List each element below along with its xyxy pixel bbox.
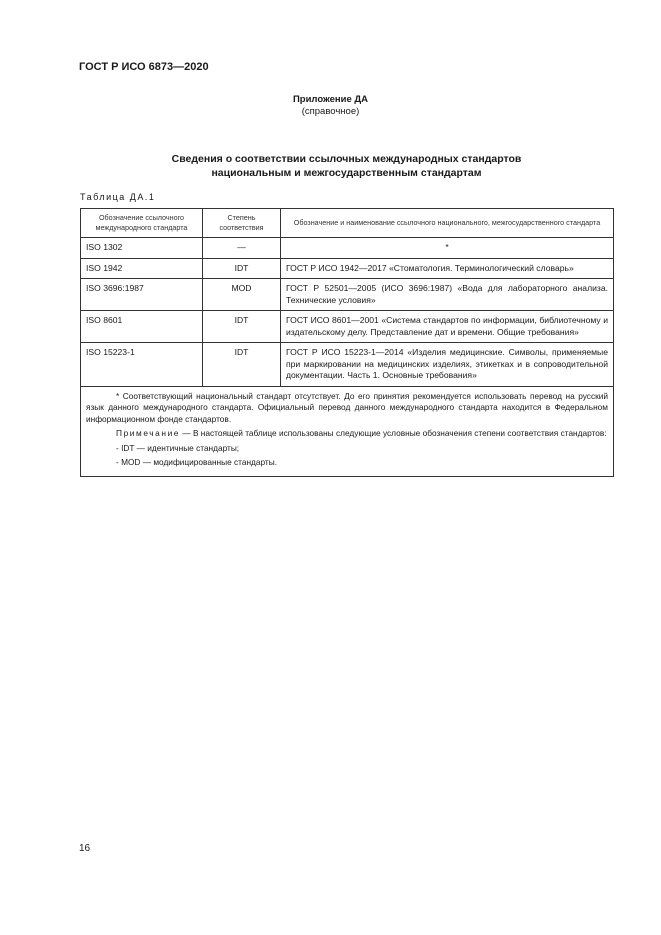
table-row — [81, 279, 614, 311]
cell-name: * — [281, 238, 614, 259]
section-heading — [80, 152, 613, 180]
cell-code: ISO 8601 — [81, 311, 203, 343]
table-row — [81, 343, 614, 387]
cell-code: ISO 1302 — [81, 238, 203, 259]
cell-code: ISO 15223-1 — [81, 343, 203, 387]
column-header-name: Обозначение и наименование ссылочного национального, межгосударственного стандарта — [281, 209, 614, 238]
document-header: ГОСТ Р ИСО 6873—2020 — [79, 61, 209, 73]
footnote-text: * Соответствующий национальный стандарт отсутствует. До его принятия рекомендуется использовать перевод на русский язык данного международного стандарта. Официальный перевод данного международного стандарта находится в Федеральном информационном фонде стандартов. — [86, 390, 608, 424]
correspondence-table — [80, 208, 614, 477]
annex-subtitle: (справочное) — [301, 106, 360, 117]
column-header-degree: Степень соответствия — [203, 209, 281, 238]
legend-item-mod: - MOD — модифицированные стандарты. — [116, 457, 278, 467]
table-footnote-row — [81, 386, 614, 476]
table-footnote-cell — [81, 386, 614, 476]
cell-name: ГОСТ Р ИСО 1942—2017 «Стоматология. Терминологический словарь» — [281, 258, 614, 279]
cell-name: ГОСТ Р ИСО 15223-1—2014 «Изделия медицинские. Символы, применяемые при маркировании на медицинских изделиях, этикетках и в сопроводительной документации. Часть 1. Основные требования» — [281, 343, 614, 387]
section-heading-line2: национальным и межгосударственным стандартам — [211, 167, 482, 179]
cell-degree: — — [203, 238, 281, 259]
section-heading-line1: Сведения о соответствии ссылочных международных стандартов — [171, 153, 522, 165]
cell-name: ГОСТ ИСО 8601—2001 «Система стандартов по информации, библиотечному и издательскому делу. Представление дат и времени. Общие требования» — [281, 311, 614, 343]
cell-code: ISO 3696:1987 — [81, 279, 203, 311]
cell-degree: MOD — [203, 279, 281, 311]
table-row — [81, 238, 614, 259]
note-text: — В настоящей таблице использованы следующие условные обозначения степени соответствия стандартов: — [180, 428, 607, 438]
cell-degree: IDT — [203, 258, 281, 279]
annex-block — [0, 94, 661, 118]
cell-name: ГОСТ Р 52501—2005 (ИСО 3696:1987) «Вода для лабораторного анализа. Технические условия» — [281, 279, 614, 311]
cell-code: ISO 1942 — [81, 258, 203, 279]
note-label: Примечание — [116, 428, 181, 438]
page-number: 16 — [79, 843, 91, 854]
cell-degree: IDT — [203, 311, 281, 343]
table-header-row — [81, 209, 614, 238]
annex-title: Приложение ДА — [292, 94, 369, 105]
cell-degree: IDT — [203, 343, 281, 387]
column-header-code: Обозначение ссылочного международного стандарта — [81, 209, 203, 238]
table-row — [81, 258, 614, 279]
legend-item-idt: - IDT — идентичные стандарты; — [116, 442, 240, 453]
table-row — [81, 311, 614, 343]
note-paragraph — [86, 428, 608, 440]
table-label: Таблица ДА.1 — [80, 192, 156, 202]
